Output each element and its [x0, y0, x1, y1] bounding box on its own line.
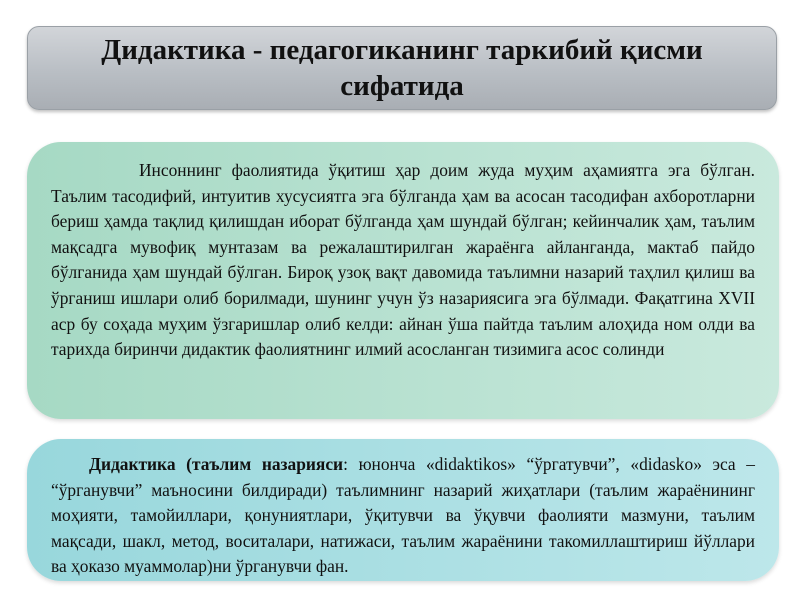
slide-title: Дидактика - педагогиканинг таркибий қисми сифатида	[101, 34, 703, 102]
history-paragraph: Инсоннинг фаолиятида ўқитиш ҳар доим жуда муҳим аҳамиятга эга бўлган. Таълим тасодифий, интуитив хусусиятга эга бўлганда ҳам ва асосан тасодифан ахборотларни бериш ҳамда тақлид қилишдан иборат бўлганда ҳам шундай бўлган; кейинчалик ҳам, таълим мақсадга мувофиқ мунтазам ва режалаштирилган жараёнга айланганда, мактаб пайдо бўлганида ҳам шундай бўлган. Бироқ узоқ вақт давомида таълимни назарий таҳлил қилиш ва ўрганиш ишлари олиб борилмади, шунинг учун ўз назариясига эга бўлмади. Фақатгина XVII аср бу соҳада муҳим ўзгаришлар олиб келди: айнан ўша пайтда таълим алоҳида ном олди ва тарихда биринчи дидактик фаолиятнинг илмий асосланган тизимига асос солинди	[51, 160, 755, 360]
title-banner	[27, 26, 777, 110]
text-block-history	[27, 142, 779, 419]
text-block-definition	[27, 439, 779, 581]
definition-term: Дидактика (таълим назарияси	[89, 454, 344, 474]
definition-paragraph: : юнонча «didaktikos» “ўргатувчи”, «didasko» эса – “ўрганувчи” маъносини билдиради) таълимнинг назарий жиҳатлари (таълим жараёнининг моҳияти, тамойиллари, қонуниятлари, ўқитувчи ва ўқувчи фаолияти мазмуни, таълим мақсади, шакл, метод, воситалари, натижаси, таълим жараёнини такомиллаштириш йўллари ва ҳоказо муаммолар)ни ўрганувчи фан.	[51, 454, 756, 577]
